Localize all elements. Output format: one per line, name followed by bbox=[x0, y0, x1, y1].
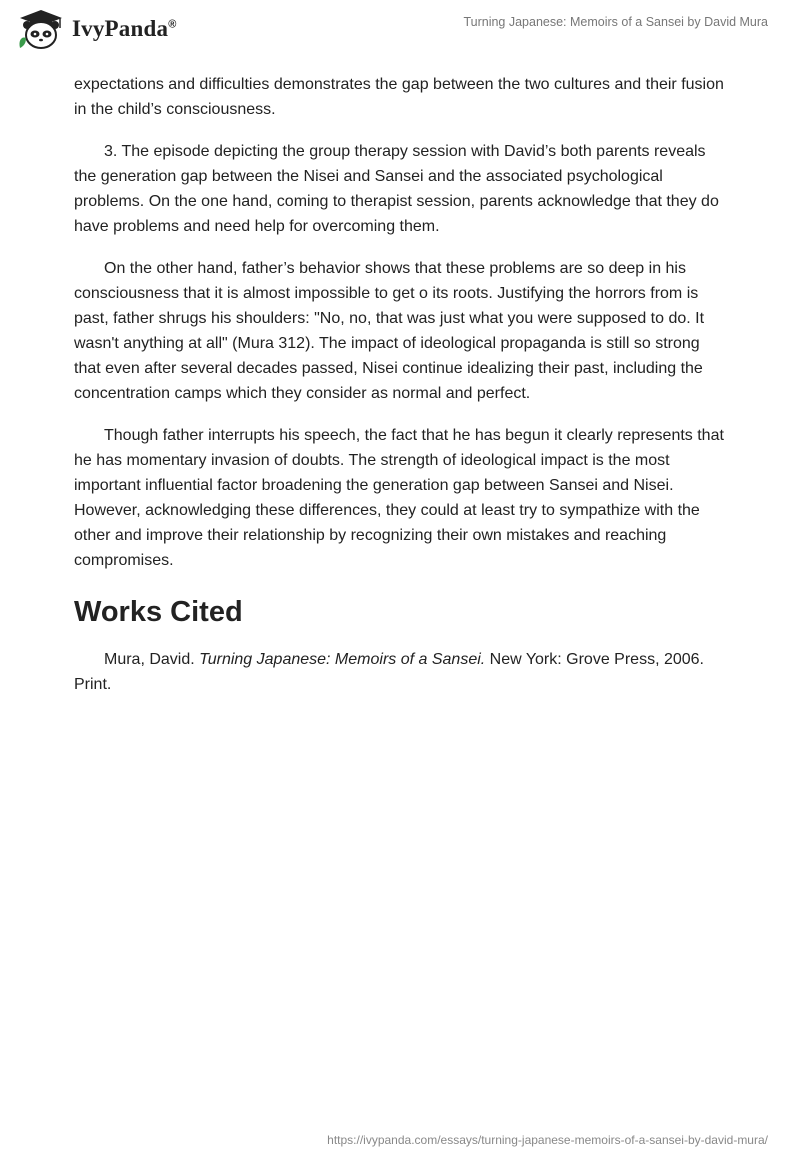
source-url[interactable]: https://ivypanda.com/essays/turning-japanese-memoirs-of-a-sansei-by-david-mura/ bbox=[327, 1133, 768, 1147]
ivypanda-logo[interactable] bbox=[16, 8, 177, 50]
essay-content bbox=[74, 72, 726, 714]
citation-author: Mura, David. bbox=[104, 651, 200, 668]
paragraph: On the other hand, father’s behavior shows that these problems are so deep in his consciousness that it is almost impossible to get o its roots. Justifying the horrors from is past, father shrugs his shoulders: "No, no, that was just what you were supposed to do. It wasn't anything at all" (Mura 312). The impact of ideological propaganda is still so strong that even after several decades passed, Nisei continue idealizing their past, including the concentration camps which they consider as normal and perfect. bbox=[74, 260, 705, 402]
citation-publication: New York: Grove Press, 2006. Print. bbox=[74, 651, 704, 693]
citation-entry bbox=[74, 647, 726, 697]
page-header bbox=[0, 0, 800, 70]
panda-mascot-icon bbox=[16, 8, 66, 50]
brand-name: IvyPanda® bbox=[72, 16, 177, 41]
paragraph: expectations and difficulties demonstrates the gap between the two cultures and their fusion in the child’s consciousness. bbox=[74, 76, 724, 118]
paragraph: Though father interrupts his speech, the fact that he has begun it clearly represents that he has momentary invasion of doubts. The strength of ideological impact is the most important influential factor broadening the generation gap between Sansei and Nisei. However, acknowledging these differences, they could at least try to sympathize with the other and improve their relationship by recognizing their own mistakes and reaching compromises. bbox=[74, 427, 724, 569]
paragraph: 3. The episode depicting the group therapy session with David’s both parents reveals the generation gap between the Nisei and Sansei and the associated psychological problems. On the one hand, coming to therapist session, parents acknowledge that they do have problems and need help for overcoming them. bbox=[74, 143, 719, 235]
running-title: Turning Japanese: Memoirs of a Sansei by David Mura bbox=[463, 15, 768, 29]
citation-title: Turning Japanese: Memoirs of a Sansei. bbox=[199, 651, 486, 668]
works-cited-heading: Works Cited bbox=[74, 596, 243, 628]
